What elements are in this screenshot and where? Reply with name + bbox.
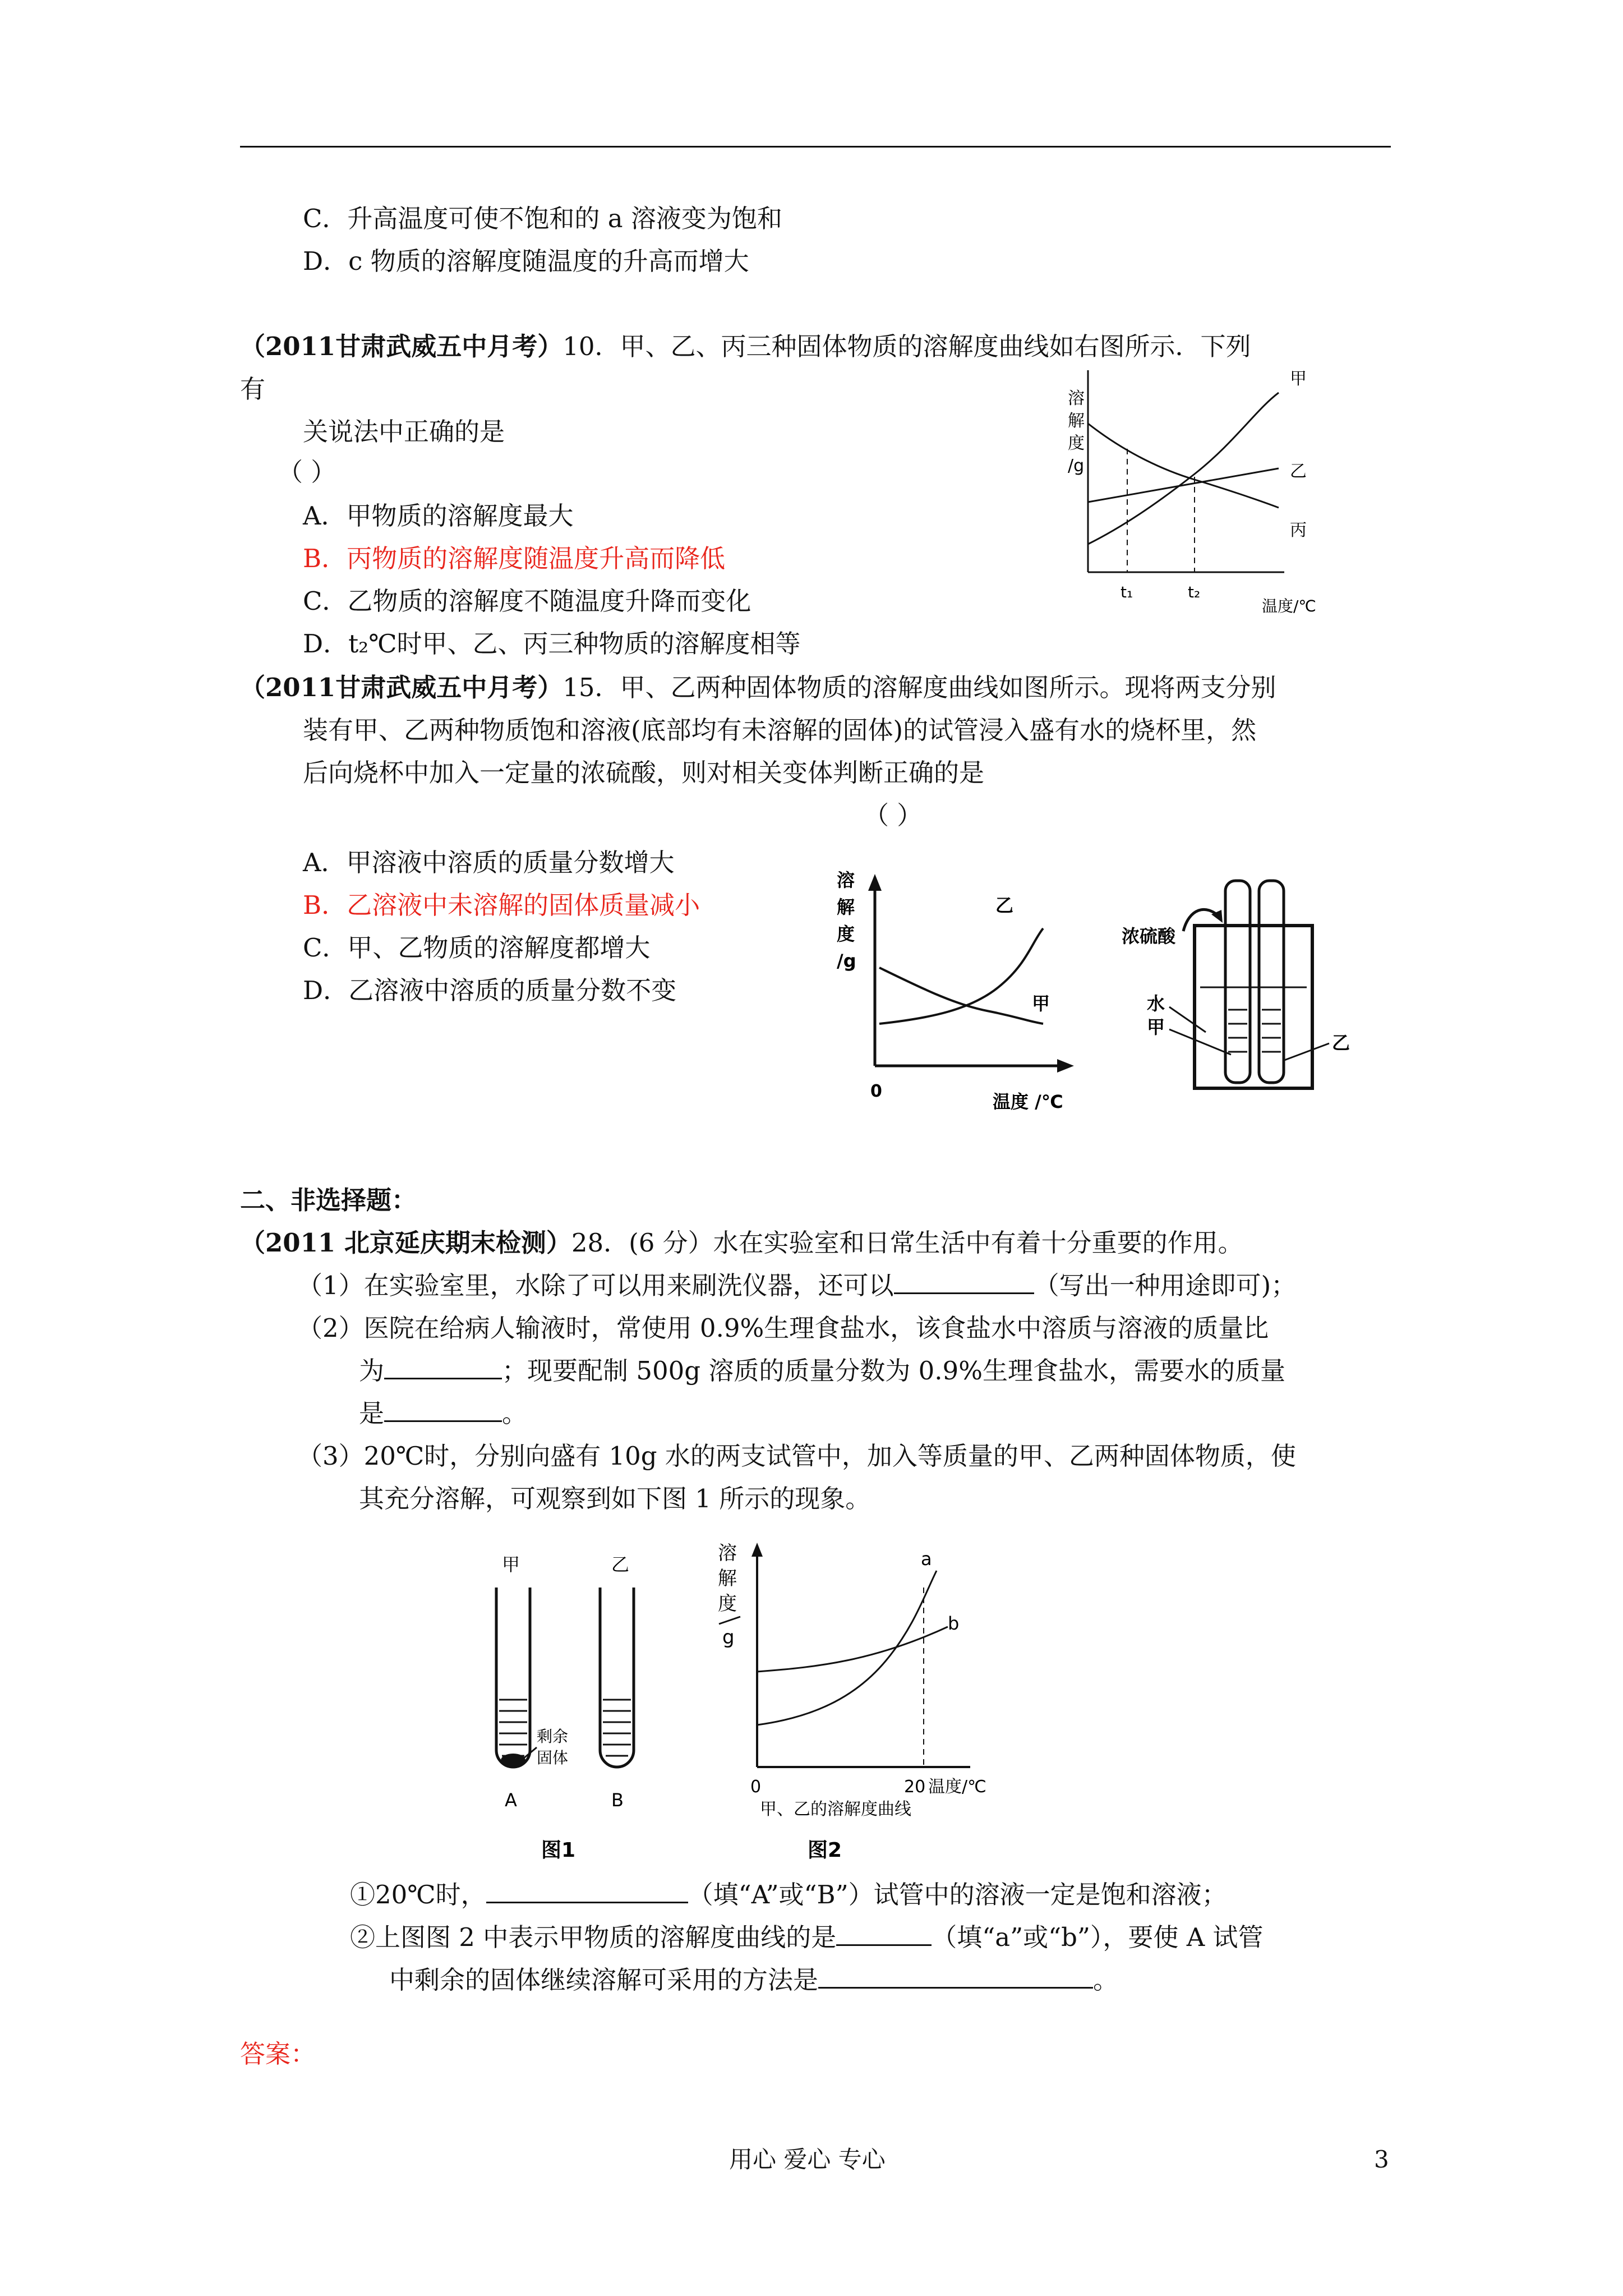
q28-part1-hint: （写出一种用途即可)； (1034, 1271, 1297, 1300)
fig2-curve-a (757, 1571, 937, 1725)
q10-ylabel-4: /g (1068, 456, 1085, 476)
fig1-label-yi: 乙 (611, 1554, 630, 1575)
fig1-caption: 图1 (541, 1839, 576, 1862)
q10-stem-line1 (240, 330, 1251, 364)
q15-option-b: B．乙溶液中未溶解的固体质量减小 (303, 890, 700, 920)
q10-answer-paren: （ ） (278, 457, 336, 487)
q15-stem-line2: 装有甲、乙两种物质饱和溶液(底部均有未溶解的固体)的试管浸入盛有水的烧杯里，然 (303, 715, 1257, 745)
q28-part2-text: ；现要配制 500g 溶质的质量分数为 0.9%生理食盐水，需要水的质量 (502, 1356, 1285, 1386)
q28-blank-use[interactable] (894, 1270, 1034, 1294)
q28-part1 (297, 1269, 1296, 1303)
fig2-xlabel: 温度/℃ (928, 1777, 986, 1797)
residue-label-1: 剩余 (537, 1727, 569, 1746)
q28-sub2-line2-text: 中剩余的固体继续溶解可采用的方法是 (389, 1965, 819, 1995)
residue-label-2: 固体 (537, 1749, 569, 1767)
q10-ylabel-1: 溶 (1068, 389, 1085, 408)
q28-sub2-end: 。 (1093, 1965, 1119, 1995)
q28-part2-line1: （2）医院在给病人输液时，常使用 0.9%生理食盐水，该食盐水中溶质与溶液的质量比 (297, 1313, 1269, 1343)
q28-part3-line1: （3）20℃时，分别向盛有 10g 水的两支试管中，加入等质量的甲、乙两种固体物质，使 (297, 1441, 1296, 1471)
q10-stem-line1b: 有 (240, 374, 266, 404)
tube-jia-label: 甲 (1147, 1016, 1165, 1038)
tube-a (496, 1588, 530, 1767)
q10-label-jia: 甲 (1290, 369, 1307, 389)
q15-option-c: C．甲、乙物质的溶解度都增大 (303, 933, 651, 963)
prev-option-c: C．升高温度可使不饱和的 a 溶液变为饱和 (303, 204, 782, 233)
prev-option-d: D．c 物质的溶解度随温度的升高而增大 (303, 246, 749, 276)
fig1-tube-a-label: A (505, 1789, 517, 1811)
q10-curve-jia (1088, 393, 1279, 544)
q10-label-bing: 丙 (1290, 521, 1307, 540)
answer-label: 答案： (240, 2039, 316, 2069)
q28-stem-line (240, 1226, 1243, 1260)
q15-stem-line3: 后向烧杯中加入一定量的浓硫酸，则对相关变体判断正确的是 (303, 758, 985, 788)
q10-option-b: B．丙物质的溶解度随温度升高而降低 (303, 544, 726, 573)
q15-stem-line1 (240, 671, 1276, 705)
q15-option-a: A．甲溶液中溶质的质量分数增大 (303, 848, 675, 877)
q15-origin: 0 (870, 1082, 882, 1101)
q15-solubility-figure (819, 864, 1133, 1144)
q28-sub1-text: ①20℃时， (350, 1880, 486, 1910)
q28-sub1-hint: （填“A”或“B”）试管中的溶液一定是饱和溶液； (688, 1880, 1227, 1910)
header-rule (240, 146, 1391, 148)
q28-part2-line3 (359, 1397, 527, 1430)
q15-ylabel-2: 解 (837, 896, 855, 918)
q15-curve-yi (879, 928, 1043, 1024)
q15-curve-jia (879, 968, 1043, 1024)
fig1-label-jia: 甲 (502, 1554, 520, 1575)
beaker (1195, 926, 1312, 1088)
tube-b (600, 1588, 634, 1767)
fig2-solubility-curves (707, 1526, 1021, 1874)
q15-stem: 15．甲、乙两种固体物质的溶解度曲线如图所示。现将两支分别 (562, 673, 1276, 702)
q28-sub1 (350, 1878, 1227, 1912)
acid-label: 浓硫酸 (1122, 926, 1176, 947)
q28-sub2-text: ②上图图 2 中表示甲物质的溶解度曲线的是 (350, 1922, 837, 1952)
fig2-curve-caption: 甲、乙的溶解度曲线 (760, 1800, 911, 1819)
q10-curve-bing (1088, 424, 1279, 508)
q15-label-yi: 乙 (995, 895, 1014, 916)
q15-label-jia: 甲 (1032, 993, 1050, 1014)
q10-stem: 10．甲、乙、丙三种固体物质的溶解度曲线如右图所示．下列 (562, 332, 1251, 361)
water-label: 水 (1147, 993, 1165, 1014)
q28-part2-end: 。 (502, 1398, 528, 1428)
q28-blank-curve[interactable] (836, 1922, 932, 1946)
fig2-tick-20: 20 (904, 1777, 926, 1797)
q15-beaker-figure (1122, 869, 1357, 1116)
q28-blank-saturated[interactable] (486, 1879, 688, 1903)
q10-tick-t2: t₂ (1188, 583, 1201, 601)
fig2-ylabel-1: 溶 (718, 1542, 737, 1565)
tube-yi-label: 乙 (1332, 1032, 1350, 1053)
residue-solid (501, 1754, 525, 1767)
q28-blank-water-mass[interactable] (384, 1398, 502, 1422)
q15-source: （2011甘肃武威五中月考） (240, 673, 563, 702)
fig1-test-tubes (474, 1548, 709, 1874)
q10-option-c: C．乙物质的溶解度不随温度升降而变化 (303, 586, 751, 616)
page-number: 3 (1374, 2146, 1389, 2173)
fig2-label-a: a (921, 1548, 932, 1570)
q28-part2-line2 (359, 1354, 1285, 1388)
fig2-curve-b (757, 1627, 948, 1672)
q28-stem: 28．(6 分）水在实验室和日常生活中有着十分重要的作用。 (571, 1228, 1243, 1258)
q28-part1-text: （1）在实验室里，水除了可以用来刷洗仪器，还可以 (297, 1271, 894, 1300)
q10-source: （2011甘肃武威五中月考） (240, 332, 563, 361)
section2-title: 二、非选择题： (240, 1185, 417, 1215)
fig2-caption: 图2 (808, 1839, 842, 1862)
q10-tick-t1: t₁ (1121, 583, 1133, 601)
q15-ylabel-1: 溶 (837, 869, 855, 891)
fig2-ylabel-3: 度 (718, 1593, 737, 1615)
fig2-origin: 0 (750, 1777, 762, 1797)
q28-part3-line2: 其充分溶解，可观察到如下图 1 所示的现象。 (359, 1484, 871, 1513)
q28-sub2 (350, 1921, 1264, 1954)
fig2-label-b: b (948, 1613, 960, 1634)
q28-source: （2011 北京延庆期末检测） (240, 1228, 571, 1258)
q10-stem-line2: 关说法中正确的是 (303, 417, 505, 447)
q28-blank-method[interactable] (818, 1964, 1093, 1989)
fig2-ylabel-4: g (722, 1626, 735, 1649)
q28-sub2-hint: （填“a”或“b”），要使 A 试管 (932, 1922, 1264, 1952)
q15-ylabel-3: 度 (837, 923, 855, 945)
q10-option-a: A．甲物质的溶解度最大 (303, 501, 574, 531)
q28-blank-ratio[interactable] (384, 1355, 502, 1379)
q28-part2-shi: 是 (359, 1398, 385, 1428)
q10-option-d: D．t₂℃时甲、乙、丙三种物质的溶解度相等 (303, 629, 801, 659)
q15-answer-paren: （ ） (864, 800, 923, 830)
q10-ylabel-3: 度 (1068, 434, 1085, 453)
q10-xlabel: 温度/℃ (1262, 597, 1316, 615)
q15-option-d: D．乙溶液中溶质的质量分数不变 (303, 976, 677, 1005)
fig1-tube-b-label: B (611, 1789, 624, 1811)
q15-ylabel-4: /g (837, 950, 856, 972)
q28-sub2-line2 (389, 1963, 1118, 1997)
q10-solubility-figure (1043, 359, 1357, 623)
fig2-ylabel-2: 解 (718, 1567, 737, 1590)
q15-xlabel: 温度 /℃ (993, 1091, 1063, 1112)
q28-part2-wei: 为 (359, 1356, 385, 1386)
footer-motto: 用心 爱心 专心 (729, 2146, 886, 2173)
q10-label-yi: 乙 (1290, 462, 1307, 481)
q10-ylabel-2: 解 (1068, 411, 1085, 431)
